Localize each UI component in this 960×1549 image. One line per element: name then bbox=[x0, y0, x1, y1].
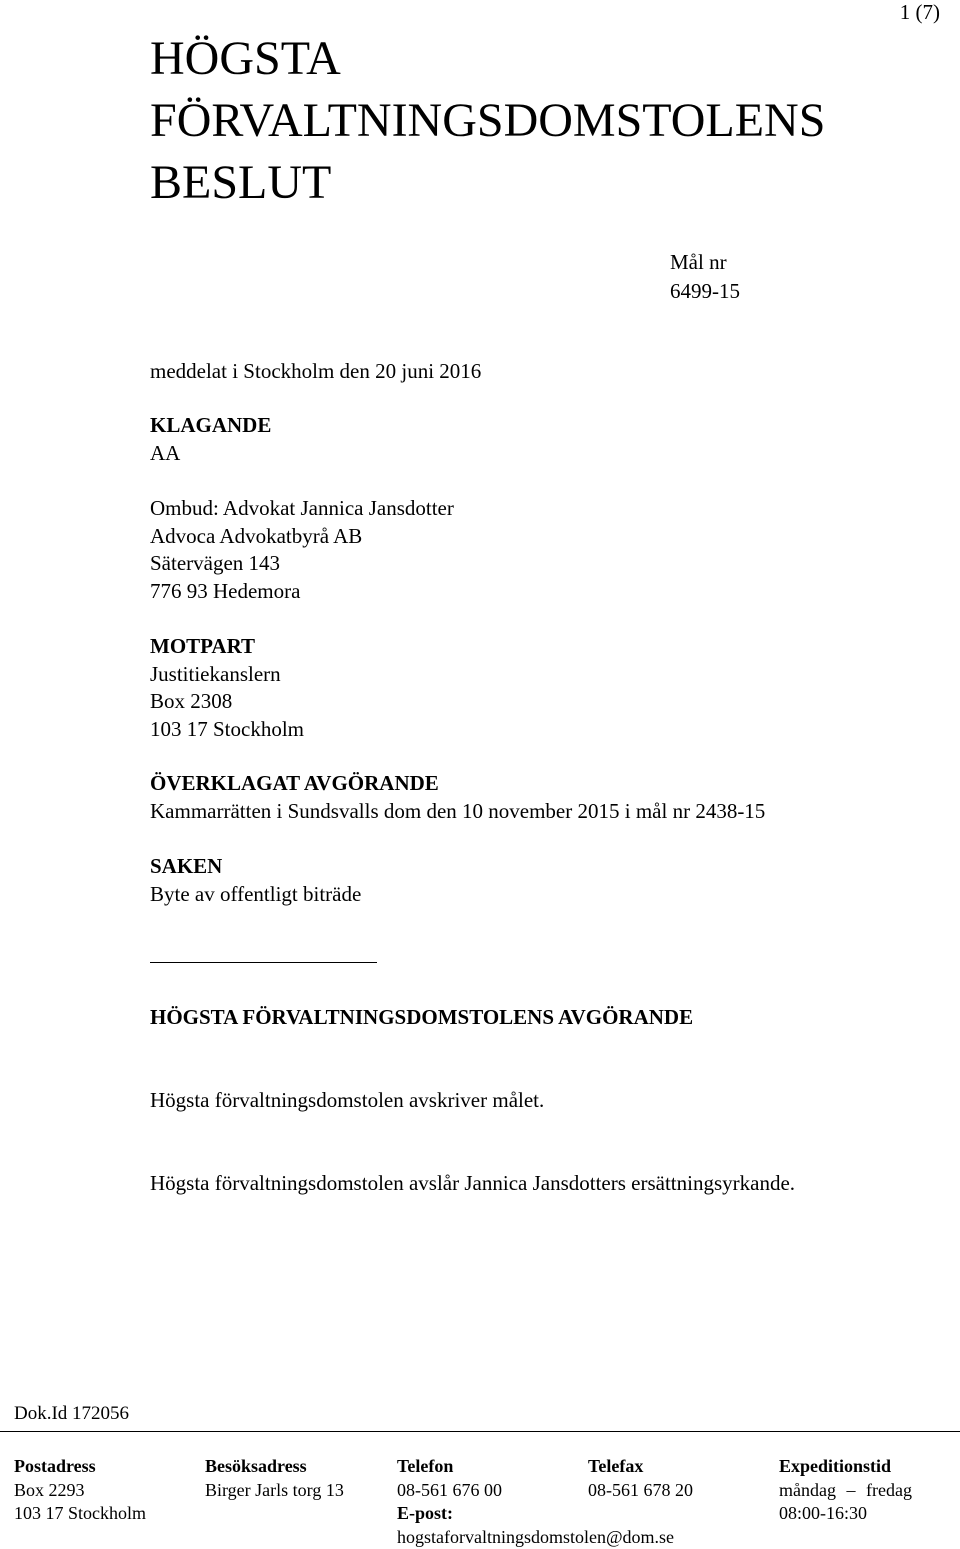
case-label: Mål nr bbox=[670, 248, 740, 277]
footer-email-link[interactable]: hogstaforvaltningsdomstolen@dom.se bbox=[397, 1526, 674, 1549]
klagande-name: AA bbox=[150, 440, 271, 468]
overklagat-heading: ÖVERKLAGAT AVGÖRANDE bbox=[150, 770, 765, 798]
overklagat-text: Kammarrätten i Sundsvalls dom den 10 november 2015 i mål nr 2438-15 bbox=[150, 798, 765, 826]
avgorande-paragraph: Högsta förvaltningsdomstolen avskriver målet. bbox=[150, 1087, 544, 1115]
footer-line: 08-561 678 20 bbox=[588, 1479, 693, 1503]
footer-email-label: E-post: bbox=[397, 1502, 674, 1526]
ombud-section bbox=[150, 495, 454, 605]
court-title bbox=[150, 28, 825, 214]
court-title-line: BESLUT bbox=[150, 152, 825, 214]
saken-section bbox=[150, 853, 361, 908]
footer-expeditionstid bbox=[779, 1455, 912, 1526]
footer-dash: – bbox=[847, 1479, 856, 1503]
ombud-line: 776 93 Hedemora bbox=[150, 578, 454, 606]
klagande-section bbox=[150, 412, 271, 467]
court-title-line: FÖRVALTNINGSDOMSTOLENS bbox=[150, 90, 825, 152]
issued-date: meddelat i Stockholm den 20 juni 2016 bbox=[150, 358, 481, 386]
separator-line bbox=[150, 962, 377, 963]
saken-heading: SAKEN bbox=[150, 853, 361, 881]
footer-hours: 08:00-16:30 bbox=[779, 1502, 912, 1526]
document-id: Dok.Id 172056 bbox=[14, 1403, 129, 1425]
avgorande-paragraph: Högsta förvaltningsdomstolen avslår Jannica Jansdotters ersättningsyrkande. bbox=[150, 1170, 795, 1198]
footer-telefax bbox=[588, 1455, 693, 1502]
page-number: 1 (7) bbox=[900, 0, 940, 25]
footer-besoksadress bbox=[205, 1455, 344, 1502]
case-number: 6499-15 bbox=[670, 277, 740, 306]
footer-heading: Besöksadress bbox=[205, 1455, 344, 1479]
motpart-line: 103 17 Stockholm bbox=[150, 716, 304, 744]
saken-text: Byte av offentligt biträde bbox=[150, 881, 361, 909]
avgorande-heading: HÖGSTA FÖRVALTNINGSDOMSTOLENS AVGÖRANDE bbox=[150, 1004, 693, 1032]
footer-line: Box 2293 bbox=[14, 1479, 146, 1503]
klagande-heading: KLAGANDE bbox=[150, 412, 271, 440]
footer-line: 08-561 676 00 bbox=[397, 1479, 674, 1503]
overklagat-section bbox=[150, 770, 765, 825]
court-title-line: HÖGSTA bbox=[150, 28, 825, 90]
ombud-line: Sätervägen 143 bbox=[150, 550, 454, 578]
footer-postadress bbox=[14, 1455, 146, 1526]
footer-divider bbox=[0, 1431, 960, 1432]
footer-days-from: måndag bbox=[779, 1479, 836, 1503]
footer-line: 103 17 Stockholm bbox=[14, 1502, 146, 1526]
footer-days-to: fredag bbox=[866, 1479, 912, 1503]
footer-heading: Telefon bbox=[397, 1455, 674, 1479]
motpart-line: Box 2308 bbox=[150, 688, 304, 716]
footer-heading: Expeditionstid bbox=[779, 1455, 912, 1479]
footer-heading: Postadress bbox=[14, 1455, 146, 1479]
case-number-block bbox=[670, 248, 740, 306]
motpart-heading: MOTPART bbox=[150, 633, 304, 661]
ombud-line: Advoca Advokatbyrå AB bbox=[150, 523, 454, 551]
footer-days bbox=[779, 1479, 912, 1503]
ombud-line: Ombud: Advokat Jannica Jansdotter bbox=[150, 495, 454, 523]
footer-line: Birger Jarls torg 13 bbox=[205, 1479, 344, 1503]
footer-heading: Telefax bbox=[588, 1455, 693, 1479]
motpart-line: Justitiekanslern bbox=[150, 661, 304, 689]
motpart-section bbox=[150, 633, 304, 743]
